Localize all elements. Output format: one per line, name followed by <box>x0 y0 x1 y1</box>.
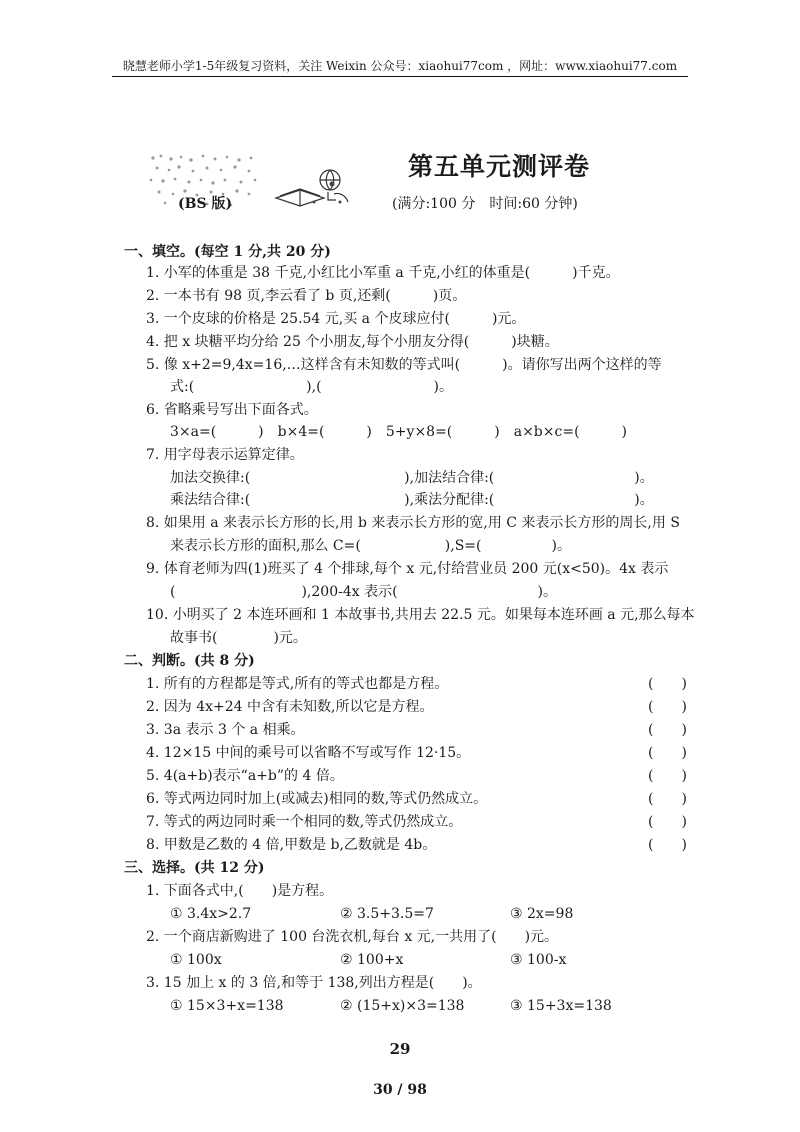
judge-statement: 3. 3a 表示 3 个 a 相乘。 <box>146 722 305 738</box>
judge-statement: 7. 等式的两边同时乘一个相同的数,等式仍然成立。 <box>146 814 463 830</box>
question-line: 1. 小军的体重是 38 千克,小红比小军重 a 千克,小红的体重是( )千克。 <box>146 265 620 281</box>
question-line: 10. 小明买了 2 本连环画和 1 本故事书,共用去 22.5 元。如果每本连环画 a 元,那么每本 <box>146 607 695 623</box>
choice-option: ① 3.4x>2.7 <box>170 906 252 922</box>
judge-statement: 6. 等式两边同时加上(或减去)相同的数,等式仍然成立。 <box>146 791 488 807</box>
choice-option: ② 3.5+3.5=7 <box>340 906 434 922</box>
question-line: 7. 用字母表示运算定律。 <box>146 447 304 463</box>
question-line: 5. 像 x+2=9,4x=16,…这样含有未知数的等式叫( )。请你写出两个这样的等 <box>146 357 662 373</box>
section-heading-fill: 一、填空。(每空 1 分,共 20 分) <box>124 244 331 260</box>
question-line: 6. 省略乘号写出下面各式。 <box>146 402 318 418</box>
question-line: ( ),200-4x 表示( )。 <box>170 584 558 600</box>
paper-title: 第五单元测评卷 <box>408 152 591 181</box>
question-line: 来表示长方形的面积,那么 C=( ),S=( )。 <box>170 538 571 554</box>
question-line: 式:( ),( )。 <box>170 379 454 395</box>
book-page-number: 29 <box>389 1040 411 1058</box>
question-line: 4. 把 x 块糖平均分给 25 个小朋友,每个小朋友分得( )块糖。 <box>146 334 559 350</box>
choice-option: ③ 100-x <box>510 952 567 968</box>
question-line: 2. 一本书有 98 页,李云看了 b 页,还剩( )页。 <box>146 288 467 304</box>
choice-stem: 2. 一个商店新购进了 100 台洗衣机,每台 x 元,一共用了( )元。 <box>146 929 559 945</box>
answer-paren: ( ) <box>648 745 687 761</box>
choice-option: ③ 15+3x=138 <box>510 998 612 1014</box>
answer-paren: ( ) <box>648 768 687 784</box>
judge-statement: 1. 所有的方程都是等式,所有的等式也都是方程。 <box>146 676 449 692</box>
page-header: 晓慧老师小学1-5年级复习资料，关注 Weixin 公众号：xiaohui77com ，网址：www.xiaohui77.com <box>122 59 678 73</box>
section-heading-judge: 二、判断。(共 8 分) <box>124 653 255 669</box>
question-line: 故事书( )元。 <box>170 630 307 646</box>
question-line: 乘法结合律:( ),乘法分配律:( )。 <box>170 492 654 508</box>
answer-paren: ( ) <box>648 722 687 738</box>
answer-paren: ( ) <box>648 791 687 807</box>
choice-option: ① 15×3+x=138 <box>170 998 284 1014</box>
judge-statement: 2. 因为 4x+24 中含有未知数,所以它是方程。 <box>146 699 434 715</box>
answer-paren: ( ) <box>648 699 687 715</box>
question-line: 3×a=( ) b×4=( ) 5+y×8=( ) a×b×c=( ) <box>170 424 627 440</box>
choice-option: ① 100x <box>170 952 222 968</box>
answer-paren: ( ) <box>648 676 687 692</box>
question-line: 8. 如果用 a 来表示长方形的长,用 b 来表示长方形的宽,用 C 来表示长方形的周长,用 S <box>146 515 680 531</box>
answer-paren: ( ) <box>648 837 687 853</box>
header-divider <box>112 76 688 77</box>
answer-paren: ( ) <box>648 814 687 830</box>
section-heading-choice: 三、选择。(共 12 分) <box>124 860 265 876</box>
question-line: 9. 体育老师为四(1)班买了 4 个排球,每个 x 元,付给营业员 200 元(x<50)。4x 表示 <box>146 561 669 577</box>
choice-option: ② (15+x)×3=138 <box>340 998 465 1014</box>
edition-label: (BS 版) <box>178 196 233 212</box>
pdf-page-indicator: 30 / 98 <box>373 1082 427 1098</box>
judge-statement: 8. 甲数是乙数的 4 倍,甲数是 b,乙数就是 4b。 <box>146 837 437 853</box>
score-time-info: (满分:100 分 时间:60 分钟) <box>392 196 578 212</box>
question-line: 加法交换律:( ),加法结合律:( )。 <box>170 470 654 486</box>
choice-stem: 1. 下面各式中,( )是方程。 <box>146 883 334 899</box>
choice-option: ③ 2x=98 <box>510 906 574 922</box>
book-and-globe-illustration <box>270 158 354 210</box>
question-line: 3. 一个皮球的价格是 25.54 元,买 a 个皮球应付( )元。 <box>146 311 526 327</box>
judge-statement: 4. 12×15 中间的乘号可以省略不写或写作 12·15。 <box>146 745 471 761</box>
choice-stem: 3. 15 加上 x 的 3 倍,和等于 138,列出方程是( )。 <box>146 975 482 991</box>
choice-option: ② 100+x <box>340 952 404 968</box>
judge-statement: 5. 4(a+b)表示“a+b”的 4 倍。 <box>146 768 344 784</box>
